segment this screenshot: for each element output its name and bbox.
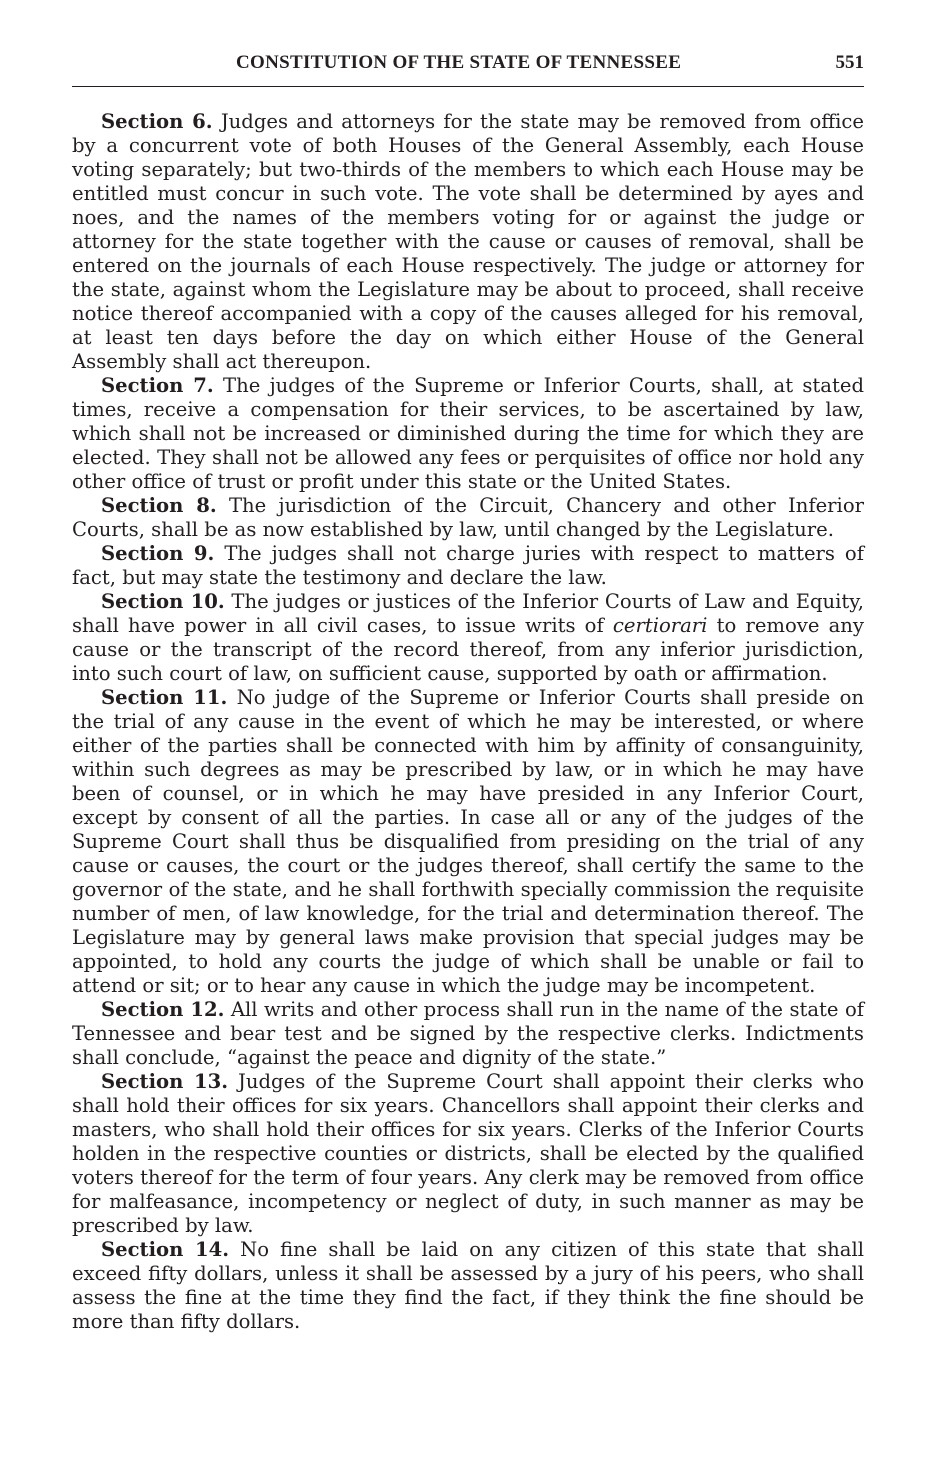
body-text: [72, 110, 864, 1334]
section-heading: Section 14.: [101, 1238, 230, 1261]
section-13: [72, 1070, 864, 1238]
running-head: CONSTITUTION OF THE STATE OF TENNESSEE: [236, 52, 682, 73]
section-heading: Section 6.: [101, 110, 213, 133]
section-text: to remove any cause or the transcript of the record thereof, from any inferior jurisdiction, into such court of law, on sufficient cause, supported by oath or affirmation.: [72, 614, 864, 685]
section-heading: Section 13.: [101, 1070, 229, 1093]
section-text: The judges of the Supreme or Inferior Courts, shall, at stated times, receive a compensation for their services, to be ascertained by law, which shall not be increased or diminished during the time for which they are elected. They shall not be allowed any fees or perquisites of office nor hold any other office of trust or profit under this state or the United States.: [72, 374, 864, 493]
section-12: [72, 998, 864, 1070]
section-text: The jurisdiction of the Circuit, Chancery and other Inferior Courts, shall be as now established by law, until changed by the Legislature.: [72, 494, 864, 541]
section-14: [72, 1238, 864, 1334]
section-11: [72, 686, 864, 998]
section-heading: Section 11.: [101, 686, 228, 709]
section-heading: Section 9.: [101, 542, 215, 565]
page-header: [72, 50, 864, 87]
section-text: The judges shall not charge juries with respect to matters of fact, but may state the testimony and declare the law.: [72, 542, 864, 589]
section-heading: Section 7.: [101, 374, 214, 397]
section-text: Judges of the Supreme Court shall appoint their clerks who shall hold their offices for six years. Chancellors shall appoint their clerks and masters, who shall hold their offices for six years. Clerks of the Inferior Courts holden in the respective counties or districts, shall be elected by the qualified voters thereof for the term of four years. Any clerk may be removed from office for malfeasance, incompetency or neglect of duty, in such manner as may be prescribed by law.: [72, 1070, 864, 1237]
section-text: All writs and other process shall run in the name of the state of Tennessee and bear test and be signed by the respective clerks. Indictments shall conclude, “against the peace and dignity of the state.”: [72, 998, 864, 1069]
section-9: [72, 542, 864, 590]
section-emphasis: certiorari: [612, 614, 708, 637]
section-8: [72, 494, 864, 542]
section-text: The judges or justices of the Inferior Courts of Law and Equity, shall have power in all civil cases, to issue writs of: [72, 590, 864, 637]
section-10: [72, 590, 864, 686]
section-text: No fine shall be laid on any citizen of this state that shall exceed fifty dollars, unless it shall be assessed by a jury of his peers, who shall assess the fine at the time they find the fact, if they think the fine should be more than fifty dollars.: [72, 1238, 865, 1333]
page-number: 551: [835, 52, 864, 73]
section-text: Judges and attorneys for the state may be removed from office by a concurrent vote of both Houses of the General Assembly, each House voting separately; but two-thirds of the members to which each House may be entitled must concur in such vote. The vote shall be determined by ayes and noes, and the names of the members voting for or against the judge or attorney for the state together with the cause or causes of removal, shall be entered on the journals of each House respectively. The judge or attorney for the state, against whom the Legislature may be about to proceed, shall receive notice thereof accompanied with a copy of the causes alleged for his removal, at least ten days before the day on which either House of the General Assembly shall act thereupon.: [72, 110, 864, 373]
section-text: No judge of the Supreme or Inferior Courts shall preside on the trial of any cause in the event of which he may be interested, or where either of the parties shall be connected with him by affinity of consanguinity, within such degrees as may be prescribed by law, or in which he may have been of counsel, or in which he may have presided in any Inferior Court, except by consent of all the parties. In case all or any of the judges of the Supreme Court shall thus be disqualified from presiding on the trial of any cause or causes, the court or the judges thereof, shall certify the same to the governor of the state, and he shall forthwith specially commission the requisite number of men, of law knowledge, for the trial and determination thereof. The Legislature may by general laws make provision that special judges may be appointed, to hold any courts the judge of which shall be unable or fail to attend or sit; or to hear any cause in which the judge may be incompetent.: [72, 686, 864, 997]
section-heading: Section 10.: [101, 590, 225, 613]
section-6: [72, 110, 864, 374]
section-heading: Section 8.: [101, 494, 217, 517]
section-heading: Section 12.: [101, 998, 225, 1021]
section-7: [72, 374, 864, 494]
